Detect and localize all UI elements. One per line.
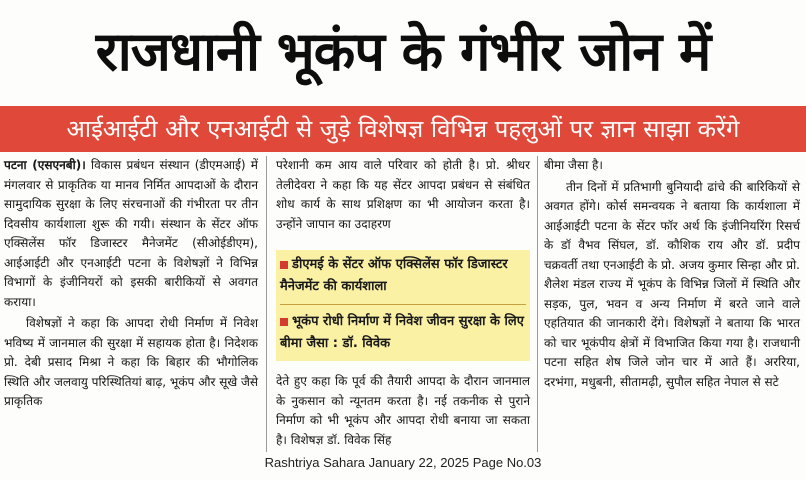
col2-text-1: परेशानी कम आय वाले परिवार को होती है। प्रो. श्रीधर तेलीदेवरा ने कहा कि यह सेंटर आपदा प्रबंधन से संबंधित शोध कार्य के साथ प्रशिक्षण का भी आयोजन करता है। उन्होंने जापान का उदाहरण [276, 158, 530, 231]
column-divider [266, 156, 267, 452]
column-1 [4, 156, 258, 414]
paragraph-2: विशेषज्ञों ने कहा कि आपदा रोधी निर्माण में निवेश भविष्य में जानमाल की सुरक्षा में सहायक होता है। निदेशक प्रो. देबी प्रसाद मिश्रा ने कहा कि बिहार की भौगोलिक स्थिति और जलवायु परिस्थितियां बाढ़, भूकंप और सूखे जैसे प्राकृतिक [4, 316, 258, 408]
subheadline: आईआईटी और एनआईटी से जुड़े विशेषज्ञ विभिन्न पहलुओं पर ज्ञान साझा करेंगे [0, 106, 806, 152]
col3-text-0: बीमा जैसा है। [544, 158, 603, 172]
highlight-item-1: डीएमई के सेंटर ऑफ एक्सिलेंस फॉर डिजास्टर मैनेजमेंट की कार्यशाला [280, 257, 508, 294]
square-bullet-icon [280, 261, 288, 269]
col3-text-1: तीन दिनों में प्रतिभागी बुनियादी ढांचे की बारिकियों से अवगत होंगे। कोर्स समन्वयक ने बताया कि कार्यशाला में आईआईटी पटना के सेंटर फॉर अर्थ कि इंजीनियरिंग रिसर्च के डॉ वैभव सिंघल, डॉ. कौशिक राय और डॉ. प्रदीप चक्रवर्ती तथा एनआईटी के प्रो. अजय कुमार सिन्हा और प्रो. शैलेश मंडल राज्य में भूकंप के विभिन्न जिलों में स्थिति और सड़क, पुल, भवन व अन्य निर्माण में बरते जाने वाले एहतियात की जानकारी देंगे। विशेषज्ञों ने बताया कि भारत को चार भूकंपीय क्षेत्रों में विभाजित किया गया है। राजधानी पटना सहित शेष जिले जोन चार में आते हैं। अररिया, दरभंगा, मधुबनी, सीतामढ़ी, सुपौल सहित नेपाल से सटे [544, 179, 800, 389]
source-caption: Rashtriya Sahara January 22, 2025 Page No.03 [264, 455, 542, 470]
column-divider [537, 156, 538, 452]
highlight-box [276, 250, 530, 361]
highlight-item-2: भूकंप रोधी निर्माण में निवेश जीवन सुरक्षा के लिए बीमा जैसा : डॉ. विवेक [280, 314, 524, 351]
headline: राजधानी भूकंप के गंभीर जोन में [95, 20, 711, 83]
col1-text-1: विकास प्रबंधन संस्थान (डीएमआई) में मंगलवार से प्राकृतिक या मानव निर्मित आपदाओं के दौरान सामुदायिक सुरक्षा के लिए संरचनाओं की गंभीरता पर तीन दिवसीय कार्यशाला शुरू की गयी। संस्थान के सेंटर ऑफ एक्सिलेंस फॉर डिजास्टर मैनेजमेंट (सीओईडीएम), आईआईटी और एनआईटी पटना के विशेषज्ञों ने विभिन्न विभागों के इंजीनियरों को इसकी बारीकियों से अवगत कराया। [4, 158, 258, 309]
column-3 [544, 156, 800, 394]
paragraph-1 [4, 156, 258, 312]
dateline: पटना (एसएनबी)। [4, 158, 86, 172]
col2-text-2: देते हुए कहा कि पूर्व की तैयारी आपदा के दौरान जानमाल के नुकसान को न्यूनतम करता है। नई तकनीक से पुराने निर्माण को भी भूकंप और आपदा रोधी बनाया जा सकता है। विशेषज्ञ डॉ. विवेक सिंह [276, 374, 530, 447]
highlight-divider [280, 304, 526, 305]
column-2 [276, 156, 530, 236]
square-bullet-icon [280, 318, 288, 326]
